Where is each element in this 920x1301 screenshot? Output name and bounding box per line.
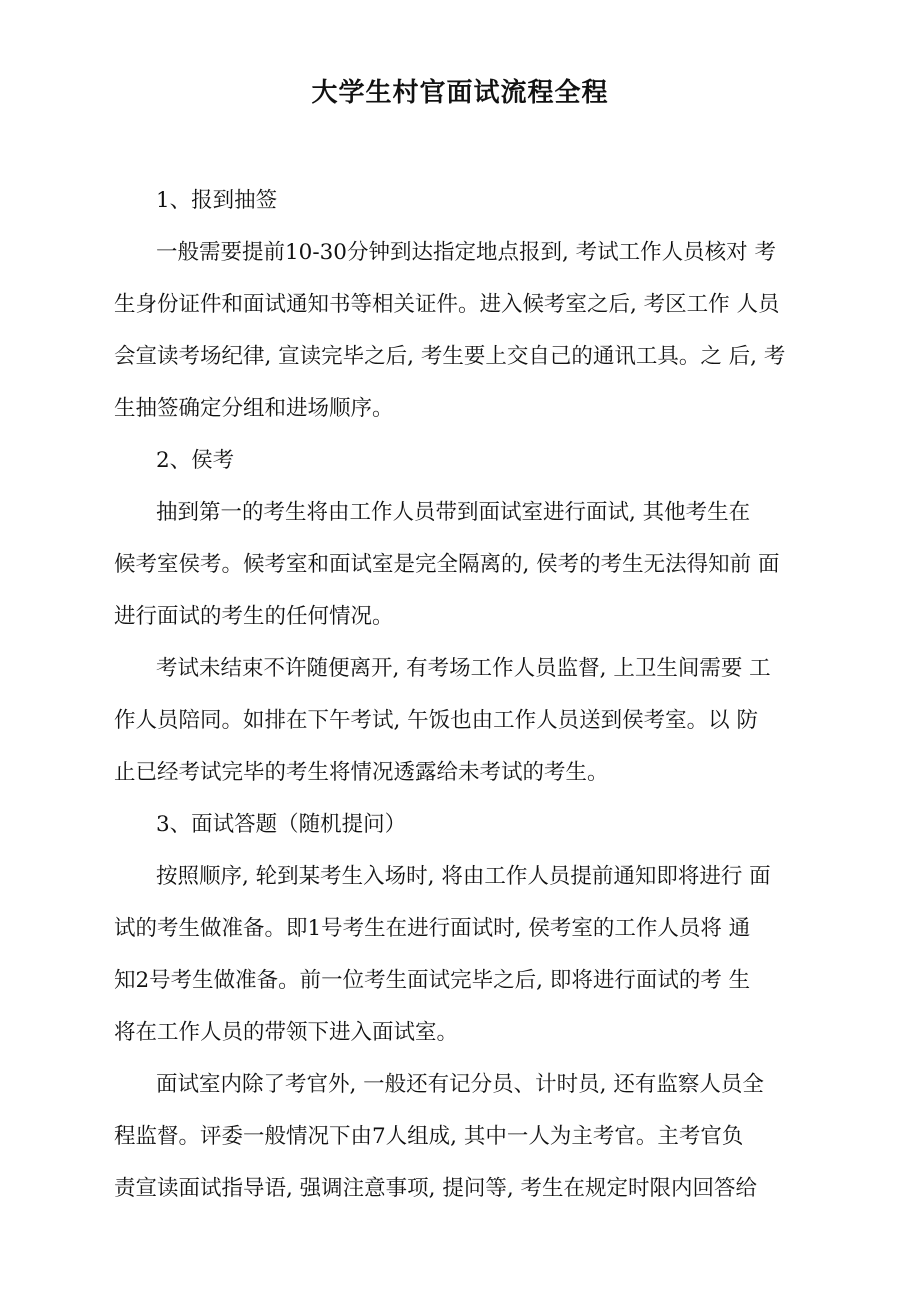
text-line: 考试未结束不许随便离开, 有考场工作人员监督, 上卫生间需要 工 (156, 656, 771, 681)
text-line: 将在工作人员的带领下进入面试室。 (114, 1020, 459, 1045)
document-title: 大学生村官面试流程全程 (311, 78, 609, 108)
text-line: 止已经考试完毕的考生将情况透露给未考试的考生。 (114, 760, 609, 785)
text-line: 一般需要提前10-30分钟到达指定地点报到, 考试工作人员核对 考 (156, 240, 776, 265)
document-body (114, 175, 814, 1215)
text-line: 程监督。评委一般情况下由7人组成, 其中一人为主考官。主考官负 (114, 1124, 744, 1149)
text-line: 责宣读面试指导语, 强调注意事项, 提问等, 考生在规定时限内回答给 (114, 1176, 758, 1201)
text-line: 生身份证件和面试通知书等相关证件。进入候考室之后, 考区工作 人员 (114, 292, 780, 317)
text-line: 按照顺序, 轮到某考生入场时, 将由工作人员提前通知即将进行 面 (156, 864, 771, 889)
text-line: 进行面试的考生的任何情况。 (114, 604, 394, 629)
text-line: 候考室侯考。候考室和面试室是完全隔离的, 侯考的考生无法得知前 面 (114, 552, 780, 577)
text-line: 试的考生做准备。即1号考生在进行面试时, 侯考室的工作人员将 通 (114, 916, 751, 941)
text-line: 作人员陪同。如排在下午考试, 午饭也由工作人员送到侯考室。以 防 (114, 708, 759, 733)
text-line: 知2号考生做准备。前一位考生面试完毕之后, 即将进行面试的考 生 (114, 968, 751, 993)
text-line: 抽到第一的考生将由工作人员带到面试室进行面试, 其他考生在 (156, 500, 751, 525)
text-line: 面试室内除了考官外, 一般还有记分员、计时员, 还有监察人员全 (156, 1072, 764, 1097)
text-line: 1、报到抽签 (156, 188, 278, 213)
text-line: 会宣读考场纪律, 宣读完毕之后, 考生要上交自己的通讯工具。之 后, 考 (114, 344, 786, 369)
text-line: 生抽签确定分组和进场顺序。 (114, 396, 394, 421)
text-line: 2、侯考 (156, 448, 235, 473)
text-line: 3、面试答题（随机提问） (156, 812, 407, 837)
